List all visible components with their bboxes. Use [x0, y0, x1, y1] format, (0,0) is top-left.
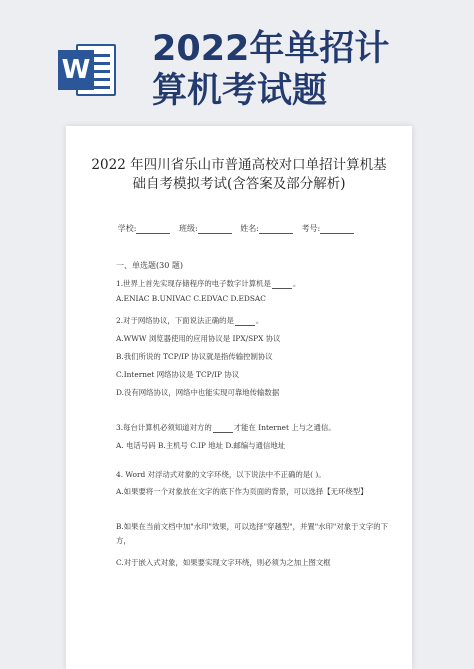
answer-blank [235, 318, 255, 326]
question-3-text: 3.每台计算机必须知道对方的 [116, 423, 212, 432]
banner-title-line1: 2022年单招计 [152, 29, 390, 69]
school-blank [136, 224, 170, 234]
exam-no-label: 考号: [301, 224, 321, 233]
question-2-option-a: A.WWW 浏览器使用的应用协议是 IPX/SPX 协议 [116, 334, 281, 343]
question-2-option-b: B.我们所说的 TCP/IP 协议就是指传输控制协议 [116, 352, 273, 361]
document-page [66, 126, 412, 669]
answer-blank [272, 281, 292, 289]
question-4-option-a: A.如果要将一个对象放在文字的底下作为页面的背景，可以选择【无环绕型】 [116, 487, 368, 496]
class-blank [198, 224, 232, 234]
word-icon-letter: W [58, 50, 94, 90]
name-label: 姓名: [240, 224, 259, 233]
question-1-options: A.ENIAC B.UNIVAC C.EDVAC D.EDSAC [116, 294, 266, 303]
banner-title-line2: 算机考试题 [152, 71, 328, 111]
word-icon [58, 42, 118, 98]
name-blank [259, 224, 293, 234]
question-2-text: 2.对于网络协议，下面说法正确的是 [116, 316, 234, 325]
question-4-stem: 4. Word 对浮动式对象的文字环绕，以下说法中不正确的是( )。 [116, 470, 326, 479]
section-heading: 一、单选题(30 题) [116, 261, 183, 270]
question-2-stem [116, 315, 263, 326]
banner [0, 0, 474, 120]
question-2-option-c: C.Internet 网络协议是 TCP/IP 协议 [116, 370, 240, 379]
question-2-end: 。 [255, 316, 264, 325]
answer-blank [213, 425, 233, 433]
question-3-end: 才能在 Internet 上与之通信。 [233, 423, 336, 432]
question-4-option-b: B.如果在当前文档中加"水印"效果，可以选择"穿越型"，并置"水印"对象于文字的下方， [116, 522, 389, 545]
question-3-stem [116, 422, 336, 433]
question-1-text: 1.世界上首先实现存储程序的电子数字计算机是 [116, 279, 271, 288]
school-label: 学校: [117, 224, 137, 233]
document-title: 2022 年四川省乐山市普通高校对口单招计算机基础自考模拟考试(含答案及部分解析) [91, 157, 387, 192]
question-3-options: A. 电话号码 B.主机号 C.IP 地址 D.邮编与通信地址 [116, 441, 286, 450]
question-1-stem [116, 278, 300, 289]
question-2-option-d: D.没有网络协议，网络中也能实现可靠地传输数据 [116, 388, 280, 397]
question-1-end: 。 [292, 279, 301, 288]
student-info-fields [66, 223, 412, 234]
question-4-option-c: C.对于嵌入式对象，如果要实现文字环绕，则必须为之加上图文框 [116, 558, 331, 567]
class-label: 班级: [179, 224, 198, 233]
exam-no-blank [320, 224, 354, 234]
banner-title [152, 28, 452, 112]
